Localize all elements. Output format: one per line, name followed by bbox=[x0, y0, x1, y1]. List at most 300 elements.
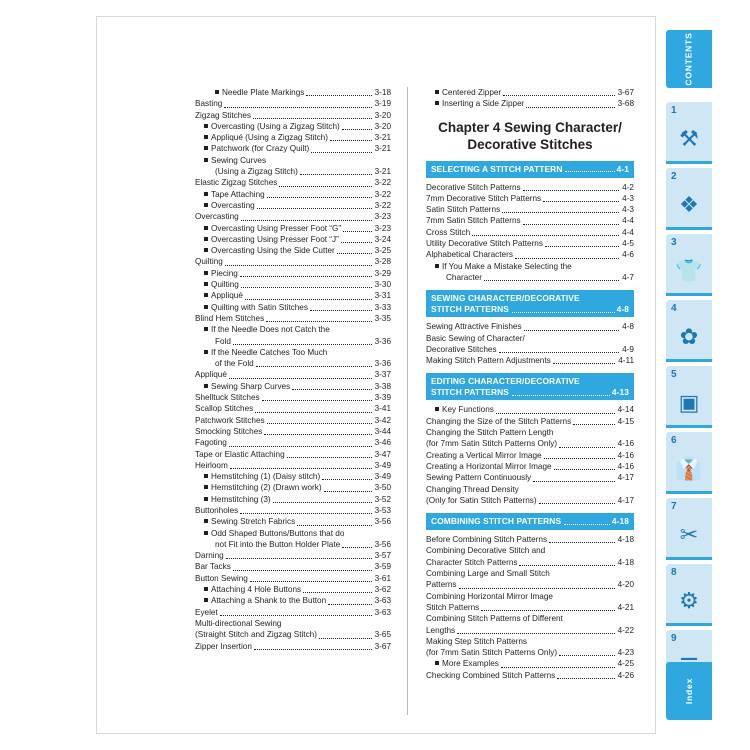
leader-dots bbox=[521, 492, 631, 493]
toc-entry-label: 7mm Satin Stitch Patterns bbox=[426, 216, 521, 226]
leader-dots bbox=[297, 524, 371, 526]
bullet-square-icon bbox=[204, 305, 208, 309]
toc-entry bbox=[195, 200, 391, 211]
toc-entry-label: Making Stitch Pattern Adjustments bbox=[426, 356, 551, 366]
toc-entry-label: Sewing Sharp Curves bbox=[204, 381, 290, 392]
leader-dots bbox=[283, 626, 388, 627]
toc-entry bbox=[426, 238, 634, 249]
toc-entry bbox=[426, 193, 634, 204]
tab-chapter-4[interactable] bbox=[666, 300, 712, 362]
tab-index-label: Index bbox=[683, 677, 694, 705]
leader-dots bbox=[565, 170, 614, 172]
toc-entry bbox=[426, 344, 634, 355]
toc-entry-label: Odd Shaped Buttons/Buttons that do bbox=[204, 528, 344, 539]
toc-entry bbox=[195, 403, 391, 414]
toc-entry-label: Quilting with Satin Stitches bbox=[204, 302, 308, 313]
toc-entry bbox=[195, 223, 391, 234]
toc-entry-label: Centered Zipper bbox=[435, 87, 501, 98]
toc-entry bbox=[195, 279, 391, 290]
tab-accent-bar bbox=[666, 227, 712, 230]
toc-entry-page: 3-21 bbox=[374, 144, 391, 154]
toc-entry-page: 3-68 bbox=[617, 99, 634, 109]
toc-entry-page: 4-17 bbox=[617, 473, 634, 483]
toc-entry-label: Overcasting Using Presser Foot “G” bbox=[204, 223, 341, 234]
leader-dots bbox=[245, 298, 372, 300]
toc-entry-label: Button Sewing bbox=[195, 573, 248, 583]
tab-chapter-8[interactable] bbox=[666, 564, 712, 626]
leader-dots bbox=[565, 622, 631, 623]
bullet-square-icon bbox=[435, 407, 439, 411]
toc-entry-page: 4-11 bbox=[618, 356, 634, 366]
toc-entry bbox=[426, 427, 634, 438]
leader-dots bbox=[523, 189, 620, 191]
toc-entry-page: 4-18 bbox=[617, 557, 634, 567]
toc-entry-page: 4-26 bbox=[617, 670, 634, 680]
toc-entry bbox=[195, 268, 391, 279]
page-content bbox=[97, 17, 655, 733]
toc-entry bbox=[426, 495, 634, 506]
leader-dots bbox=[224, 106, 371, 108]
toc-entry-label: (Using a Zigzag Stitch) bbox=[215, 167, 298, 177]
toc-entry-label: Basic Sewing of Character/ bbox=[426, 333, 525, 343]
toc-entry-page: 3-36 bbox=[374, 359, 391, 369]
tab-chapter-5[interactable] bbox=[666, 366, 712, 428]
leader-dots bbox=[241, 286, 372, 288]
tab-accent-bar bbox=[666, 491, 712, 494]
toc-entry bbox=[195, 358, 391, 369]
tab-chapter-7[interactable] bbox=[666, 498, 712, 560]
tab-index[interactable] bbox=[666, 662, 712, 720]
leader-dots bbox=[496, 412, 615, 414]
bullet-square-icon bbox=[204, 237, 208, 241]
toc-entry bbox=[426, 658, 634, 669]
toc-entry-label: Quilting bbox=[195, 257, 223, 267]
toc-entry bbox=[195, 256, 391, 267]
toc-entry-label: Overcasting Using Presser Foot “J” bbox=[204, 234, 339, 245]
toc-entry-label: Quilting bbox=[204, 279, 239, 290]
leader-dots bbox=[230, 467, 372, 469]
chapter-title-line2: Decorative Stitches bbox=[467, 136, 593, 152]
toc-entry-page: 4-5 bbox=[622, 239, 634, 249]
toc-entry-label: (Only for Satin Stitch Patterns) bbox=[426, 495, 537, 505]
toc-entry-label: Scallop Stitches bbox=[195, 404, 254, 414]
maintenance-icon: ⚙ bbox=[679, 587, 699, 613]
toc-entry-page: 3-37 bbox=[374, 370, 391, 380]
leader-dots bbox=[311, 151, 371, 153]
toc-entry-page: 3-52 bbox=[374, 494, 391, 504]
toc-entry bbox=[426, 249, 634, 260]
tab-contents[interactable] bbox=[666, 30, 712, 88]
toc-entry-label: 7mm Decorative Stitch Patterns bbox=[426, 193, 542, 203]
toc-entry bbox=[195, 392, 391, 403]
leader-dots bbox=[300, 173, 372, 175]
toc-entry-page: 3-63 bbox=[374, 596, 391, 606]
toc-entry bbox=[195, 313, 391, 324]
toc-entry-label: Bar Tacks bbox=[195, 562, 231, 572]
toc-entry bbox=[426, 484, 634, 495]
section-header-label: COMBINING STITCH PATTERNS bbox=[431, 516, 562, 527]
leader-dots bbox=[253, 117, 372, 119]
tab-accent-bar bbox=[666, 161, 712, 164]
leader-dots bbox=[322, 478, 371, 480]
tab-accent-bar bbox=[666, 359, 712, 362]
toc-entry-page: 4-3 bbox=[622, 205, 634, 215]
toc-entry-page: 3-31 bbox=[374, 291, 391, 301]
section-header-page: 4-18 bbox=[611, 516, 629, 527]
toc-entry bbox=[426, 557, 634, 568]
toc-entry-page: 3-67 bbox=[617, 88, 634, 97]
toc-entry bbox=[426, 227, 634, 238]
bullet-square-icon bbox=[204, 124, 208, 128]
leader-dots bbox=[539, 502, 615, 504]
leader-dots bbox=[512, 394, 610, 396]
leader-dots bbox=[526, 106, 614, 108]
toc-entry-label: Attaching 4 Hole Buttons bbox=[204, 584, 301, 595]
section-header-label: STITCH PATTERNS bbox=[431, 304, 509, 315]
toc-entry-label: Before Combining Stitch Patterns bbox=[426, 535, 548, 545]
bullet-square-icon bbox=[204, 531, 208, 535]
leader-dots bbox=[292, 388, 371, 390]
bullet-square-icon bbox=[204, 271, 208, 275]
leader-dots bbox=[220, 614, 372, 616]
toc-entry bbox=[426, 355, 634, 366]
section-header-line2 bbox=[431, 387, 629, 398]
bullet-square-icon bbox=[204, 248, 208, 252]
toc-entry-page: 3-33 bbox=[374, 302, 391, 312]
toc-entry bbox=[195, 98, 391, 109]
toc-entry-page: 4-4 bbox=[622, 227, 634, 237]
toc-entry-label: Hemstitching (2) (Drawn work) bbox=[204, 482, 322, 493]
toc-entry-page: 4-16 bbox=[617, 461, 634, 471]
chapter-title-line1: Chapter 4 Sewing Character/ bbox=[438, 119, 622, 135]
leader-dots bbox=[346, 536, 388, 537]
bullet-square-icon bbox=[435, 101, 439, 105]
tab-accent-bar bbox=[666, 293, 712, 296]
toc-entry-page: 4-8 bbox=[622, 322, 634, 332]
leader-dots bbox=[226, 557, 372, 559]
toc-entry-page: 3-42 bbox=[374, 415, 391, 425]
toc-entry-label: (Straight Stitch and Zigzag Stitch) bbox=[195, 630, 317, 640]
toc-entry-label: Decorative Stitches bbox=[426, 344, 497, 354]
toc-entry-page: 4-7 bbox=[622, 272, 634, 282]
toc-entry-label: Overcasting Using the Side Cutter bbox=[204, 245, 335, 256]
toc-entry-label: Fold bbox=[215, 336, 231, 346]
toc-entry-page: 4-21 bbox=[617, 602, 634, 612]
toc-entry-label: Combining Decorative Stitch and bbox=[426, 546, 546, 556]
toc-entry bbox=[426, 636, 634, 647]
leader-dots bbox=[555, 435, 631, 436]
leader-dots bbox=[241, 219, 372, 221]
toc-entry-label: Tape or Elastic Attaching bbox=[195, 449, 285, 459]
embroidery-edit-icon: ✂ bbox=[679, 521, 699, 547]
leader-dots bbox=[554, 468, 615, 470]
toc-entry-label: Appliqué bbox=[195, 370, 227, 380]
toc-entry bbox=[426, 215, 634, 226]
toc-entry-page: 3-35 bbox=[374, 313, 391, 323]
leader-dots bbox=[332, 333, 388, 334]
toc-entry-page: 4-23 bbox=[617, 648, 634, 658]
leader-dots bbox=[287, 456, 372, 458]
toc-entry-label: Checking Combined Stitch Patterns bbox=[426, 670, 556, 680]
toc-entry-label: Buttonholes bbox=[195, 505, 239, 515]
toc-entry-page: 4-17 bbox=[617, 495, 634, 505]
toc-entry-label: of the Fold bbox=[215, 359, 254, 369]
toc-entry-page: 3-30 bbox=[374, 280, 391, 290]
toc-entry-page: 4-15 bbox=[617, 416, 634, 426]
toc-entry-label: Multi-directional Sewing bbox=[195, 618, 282, 628]
leader-dots bbox=[341, 241, 372, 243]
toc-entry bbox=[426, 416, 634, 427]
toc-entry-page: 3-21 bbox=[374, 133, 391, 143]
toc-entry bbox=[195, 87, 391, 98]
bullet-square-icon bbox=[204, 203, 208, 207]
toc-right-continued bbox=[426, 87, 634, 110]
leader-dots bbox=[564, 523, 610, 525]
toc-entry-page: 3-41 bbox=[374, 404, 391, 414]
leader-dots bbox=[547, 554, 631, 555]
toc-entry-label: Sewing Attractive Finishes bbox=[426, 322, 522, 332]
chapter-title bbox=[426, 119, 634, 153]
tab-number: 2 bbox=[671, 171, 677, 182]
toc-entry-page: 3-44 bbox=[374, 426, 391, 436]
toc-entry-label: Sewing Stretch Fabrics bbox=[204, 516, 295, 527]
leader-dots bbox=[555, 599, 631, 600]
toc-entry-label: Basting bbox=[195, 99, 223, 109]
leader-dots bbox=[472, 234, 619, 236]
toc-entry-label: Key Functions bbox=[435, 404, 494, 415]
leader-dots bbox=[557, 677, 614, 679]
tab-chapter-3[interactable] bbox=[666, 234, 712, 296]
leader-dots bbox=[342, 128, 372, 130]
toc-entry bbox=[195, 629, 391, 640]
toc-entry bbox=[195, 415, 391, 426]
toc-entry bbox=[195, 155, 391, 166]
bullet-square-icon bbox=[204, 485, 208, 489]
tab-number: 9 bbox=[671, 633, 677, 644]
toc-entry bbox=[426, 333, 634, 344]
toc-entry-label: Hemstitching (1) (Daisy stitch) bbox=[204, 471, 320, 482]
leader-dots bbox=[262, 399, 372, 401]
toc-entry-label: Blind Hem Stitches bbox=[195, 313, 265, 323]
leader-dots bbox=[267, 422, 372, 424]
section-header-line1: SEWING CHARACTER/DECORATIVE bbox=[431, 293, 580, 304]
toc-entry-label: Patchwork Stitches bbox=[195, 415, 265, 425]
leader-dots bbox=[544, 457, 615, 459]
bullet-square-icon bbox=[204, 474, 208, 478]
bullet-square-icon bbox=[204, 587, 208, 591]
leader-dots bbox=[266, 320, 371, 322]
section-header-label: STITCH PATTERNS bbox=[431, 387, 509, 398]
leader-dots bbox=[459, 587, 615, 589]
leader-dots bbox=[233, 569, 372, 571]
bullet-square-icon bbox=[204, 598, 208, 602]
section-header-bar bbox=[426, 290, 634, 317]
toc-entry-page: 3-39 bbox=[374, 393, 391, 403]
toc-entry-label: Needle Plate Markings bbox=[215, 87, 304, 98]
toc-entry-page: 4-3 bbox=[622, 193, 634, 203]
toc-entry-label: Character Stitch Patterns bbox=[426, 557, 518, 567]
toc-entry-page: 4-4 bbox=[622, 216, 634, 226]
toc-entry-label: Smocking Stitches bbox=[195, 426, 263, 436]
toc-entry-page: 3-22 bbox=[374, 189, 391, 199]
leader-dots bbox=[279, 185, 371, 187]
toc-entry-label: Decorative Stitch Patterns bbox=[426, 182, 521, 192]
toc-entry-page: 4-18 bbox=[617, 535, 634, 545]
toc-entry-page: 3-29 bbox=[374, 268, 391, 278]
leader-dots bbox=[233, 343, 372, 345]
side-tab-strip bbox=[656, 16, 750, 734]
toc-entry bbox=[195, 595, 391, 606]
leader-dots bbox=[484, 279, 619, 281]
toc-entry-page: 4-14 bbox=[617, 405, 634, 415]
toc-entry-label: Sewing Pattern Continuously bbox=[426, 473, 532, 483]
tab-number: 7 bbox=[671, 501, 677, 512]
toc-entry-page: 4-16 bbox=[617, 439, 634, 449]
section-header-page: 4-13 bbox=[611, 387, 629, 398]
toc-entry-page: 3-47 bbox=[374, 449, 391, 459]
toc-entry-page: 3-19 bbox=[374, 99, 391, 109]
leader-dots bbox=[256, 365, 372, 367]
tab-number: 3 bbox=[671, 237, 677, 248]
toc-entry-label: Changing the Size of the Stitch Patterns bbox=[426, 416, 572, 426]
leader-dots bbox=[257, 207, 372, 209]
toc-entry bbox=[195, 143, 391, 154]
toc-entry bbox=[426, 461, 634, 472]
toc-entry-page: 3-49 bbox=[374, 460, 391, 470]
toc-entry bbox=[195, 234, 391, 245]
toc-entry bbox=[195, 336, 391, 347]
toc-entry bbox=[426, 261, 634, 272]
section-header-bar bbox=[426, 373, 634, 400]
toc-entry-label: Cross Stitch bbox=[426, 227, 471, 237]
bullet-square-icon bbox=[204, 158, 208, 162]
section-header-line2 bbox=[431, 304, 629, 315]
toc-entry-label: Character bbox=[446, 272, 482, 282]
bullet-square-icon bbox=[204, 192, 208, 196]
bullet-square-icon bbox=[204, 282, 208, 286]
toc-entry bbox=[195, 584, 391, 595]
toc-entry bbox=[195, 211, 391, 222]
leader-dots bbox=[254, 648, 372, 650]
toc-entry bbox=[426, 534, 634, 545]
toc-entry bbox=[195, 132, 391, 143]
toc-entry bbox=[426, 321, 634, 332]
toc-entry-label: Combining Horizontal Mirror Image bbox=[426, 591, 553, 601]
toc-entry bbox=[426, 568, 634, 579]
tab-number: 1 bbox=[671, 105, 677, 116]
toc-entry-page: 3-67 bbox=[374, 641, 391, 651]
toc-entry-label: Darning bbox=[195, 551, 224, 561]
leader-dots bbox=[225, 264, 372, 266]
toc-entry-page: 3-50 bbox=[374, 483, 391, 493]
toc-entry-label: (for 7mm Satin Stitch Patterns Only) bbox=[426, 439, 558, 449]
leader-dots bbox=[533, 480, 614, 482]
tab-chapter-2[interactable] bbox=[666, 168, 712, 230]
toc-entry-label: If the Needle Does not Catch the bbox=[204, 324, 330, 335]
toc-entry bbox=[195, 121, 391, 132]
tab-chapter-1[interactable] bbox=[666, 102, 712, 164]
toc-sections bbox=[426, 161, 634, 681]
toc-entry-label: Changing the Stitch Pattern Length bbox=[426, 428, 554, 438]
toc-entry bbox=[426, 87, 634, 98]
toc-entry-page: 3-20 bbox=[374, 121, 391, 131]
toc-entry-label: Lengths bbox=[426, 625, 456, 635]
toc-entry-label: Appliqué (Using a Zigzag Stitch) bbox=[204, 132, 328, 143]
toc-entry-label: Overcasting bbox=[195, 212, 239, 222]
leader-dots bbox=[330, 139, 372, 141]
toc-entry bbox=[195, 539, 391, 550]
toc-right-column bbox=[426, 87, 634, 715]
leader-dots bbox=[343, 230, 371, 232]
leader-dots bbox=[519, 564, 614, 566]
toc-entry bbox=[426, 450, 634, 461]
toc-entry-page: 4-16 bbox=[617, 450, 634, 460]
toc-entry-label: Appliqué bbox=[204, 290, 243, 301]
toc-entry-page: 3-23 bbox=[374, 223, 391, 233]
toc-entry-page: 3-65 bbox=[374, 630, 391, 640]
toc-entry-label: Sewing Curves bbox=[204, 155, 266, 166]
leader-dots bbox=[502, 211, 619, 213]
leader-dots bbox=[240, 512, 371, 514]
toc-entry-label: Eyelet bbox=[195, 607, 218, 617]
embroidery-card-icon: ▣ bbox=[678, 389, 700, 415]
tab-chapter-6[interactable] bbox=[666, 432, 712, 494]
leader-dots bbox=[268, 163, 388, 164]
toc-entry-label: Overcasting (Using a Zigzag Stitch) bbox=[204, 121, 340, 132]
toc-entry bbox=[195, 110, 391, 121]
toc-entry-label: Making Step Stitch Patterns bbox=[426, 636, 528, 646]
toc-entry bbox=[195, 494, 391, 505]
toc-entry bbox=[426, 647, 634, 658]
tab-number: 8 bbox=[671, 567, 677, 578]
toc-entry-page: 3-28 bbox=[374, 257, 391, 267]
leader-dots bbox=[310, 309, 372, 311]
presser-foot-icon: ❖ bbox=[679, 191, 699, 217]
toc-entry bbox=[195, 347, 391, 358]
toc-entry bbox=[195, 618, 391, 629]
leader-dots bbox=[499, 351, 620, 353]
toc-entry-label: Changing Thread Density bbox=[426, 484, 519, 494]
toc-entry-page: 3-53 bbox=[374, 505, 391, 515]
toc-entry bbox=[426, 182, 634, 193]
leader-dots bbox=[559, 654, 615, 656]
tab-number: 6 bbox=[671, 435, 677, 446]
leader-dots bbox=[303, 591, 371, 593]
toc-entry bbox=[195, 505, 391, 516]
toc-entry bbox=[195, 177, 391, 188]
toc-entry bbox=[195, 369, 391, 380]
tab-accent-bar bbox=[666, 623, 712, 626]
leader-dots bbox=[267, 196, 372, 198]
toc-entry bbox=[426, 472, 634, 483]
toc-entry-page: 3-23 bbox=[374, 212, 391, 222]
leader-dots bbox=[549, 541, 615, 543]
leader-dots bbox=[545, 245, 619, 247]
toc-entry-page: 4-25 bbox=[617, 659, 634, 669]
leader-dots bbox=[328, 603, 371, 605]
toc-entry-page: 3-56 bbox=[374, 539, 391, 549]
leader-dots bbox=[342, 546, 371, 548]
toc-entry-page: 3-21 bbox=[374, 167, 391, 177]
toc-entry-page: 3-57 bbox=[374, 551, 391, 561]
toc-entry bbox=[195, 550, 391, 561]
toc-entry bbox=[426, 670, 634, 681]
toc-entry-label: Combining Stitch Patterns of Different bbox=[426, 614, 563, 624]
toc-entry-label: Hemstitching (3) bbox=[204, 494, 271, 505]
toc-entry bbox=[426, 625, 634, 636]
leader-dots bbox=[457, 632, 614, 634]
toc-entry bbox=[195, 482, 391, 493]
